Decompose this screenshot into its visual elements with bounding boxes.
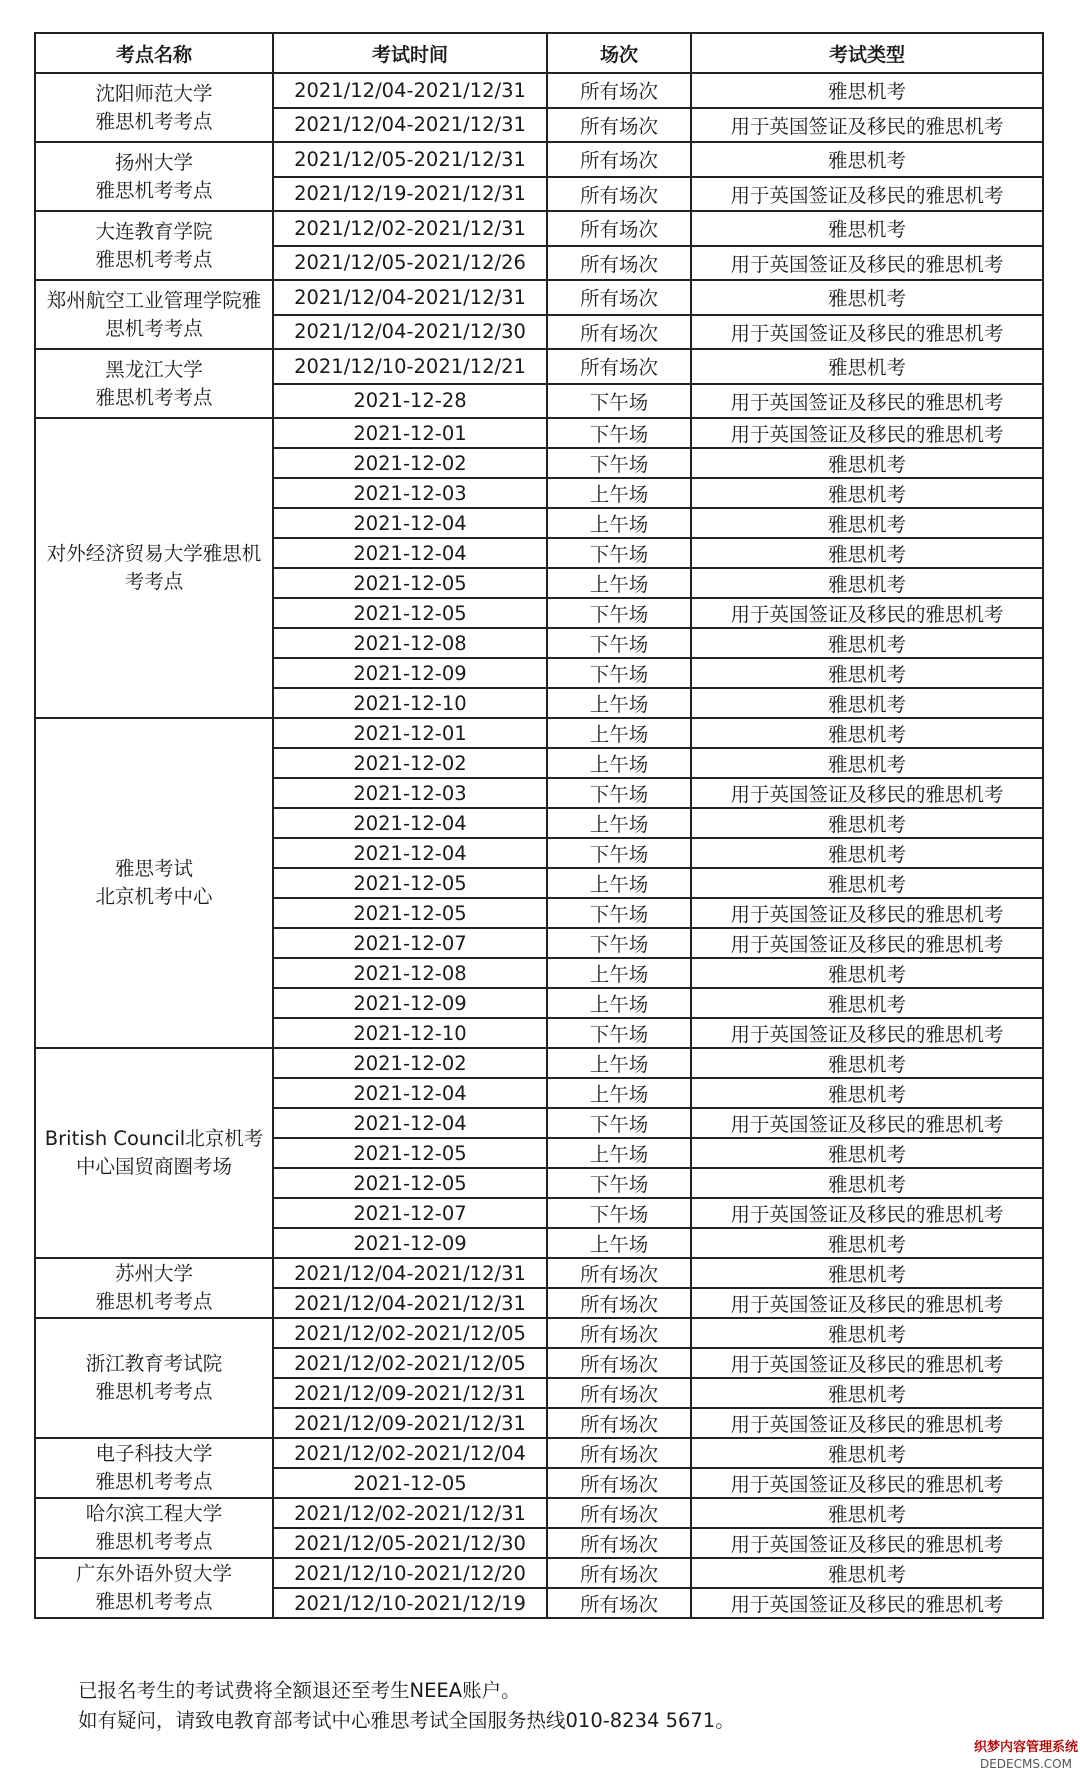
site-name-cell [35,1558,273,1618]
exam-date-cell: 2021-12-03 [273,778,547,808]
site-name-line: 广东外语外贸大学 [75,1562,232,1585]
session-cell: 上午场 [547,868,691,898]
exam-type-cell: 雅思机考 [691,1228,1043,1258]
exam-date-cell: 2021/12/10-2021/12/21 [273,349,547,384]
site-name-line: British Council北京机考 [44,1127,264,1150]
exam-date-cell: 2021/12/02-2021/12/04 [273,1438,547,1468]
exam-date-cell: 2021-12-01 [273,718,547,748]
exam-type-cell: 雅思机考 [691,1498,1043,1528]
session-cell: 下午场 [547,418,691,448]
exam-date-cell: 2021-12-07 [273,1198,547,1228]
site-name-line: 浙江教育考试院 [85,1352,223,1375]
table-row [35,142,1043,177]
header-session: 场次 [547,33,691,73]
exam-date-cell: 2021-12-08 [273,958,547,988]
hotline-note: 如有疑问，请致电教育部考试中心雅思考试全国服务热线010-8234 5671。 [78,1709,735,1732]
site-name-cell [35,280,273,349]
exam-type-cell: 用于英国签证及移民的雅思机考 [691,384,1043,419]
exam-date-cell: 2021-12-05 [273,868,547,898]
site-name-line: 对外经济贸易大学雅思机 [46,542,262,565]
exam-date-cell: 2021/12/02-2021/12/31 [273,211,547,246]
site-name-line: 沈阳师范大学 [95,81,213,105]
exam-type-cell: 雅思机考 [691,988,1043,1018]
exam-type-cell: 雅思机考 [691,1078,1043,1108]
exam-date-cell: 2021-12-09 [273,658,547,688]
exam-type-cell: 用于英国签证及移民的雅思机考 [691,1468,1043,1498]
session-cell: 所有场次 [547,280,691,315]
exam-type-cell: 雅思机考 [691,868,1043,898]
exam-type-cell: 雅思机考 [691,1318,1043,1348]
exam-type-cell: 雅思机考 [691,628,1043,658]
exam-type-cell: 用于英国签证及移民的雅思机考 [691,1108,1043,1138]
site-name-line: 雅思机考考点 [95,247,213,271]
session-cell: 下午场 [547,1018,691,1048]
table-row [35,718,1043,748]
session-cell: 所有场次 [547,1258,691,1288]
exam-date-cell: 2021/12/04-2021/12/30 [273,315,547,350]
exam-type-cell: 雅思机考 [691,748,1043,778]
exam-type-cell: 用于英国签证及移民的雅思机考 [691,928,1043,958]
session-cell: 上午场 [547,1078,691,1108]
table-row [35,280,1043,315]
exam-date-cell: 2021-12-28 [273,384,547,419]
exam-type-cell: 用于英国签证及移民的雅思机考 [691,1408,1043,1438]
site-name-line: 中心国贸商圈考场 [75,1155,232,1178]
exam-date-cell: 2021/12/19-2021/12/31 [273,177,547,212]
session-cell: 所有场次 [547,246,691,281]
exam-date-cell: 2021/12/05-2021/12/26 [273,246,547,281]
session-cell: 所有场次 [547,1588,691,1618]
site-name-line: 郑州航空工业管理学院雅 [46,288,262,312]
site-name-cell [35,1048,273,1258]
site-name-line: 黑龙江大学 [105,357,203,381]
session-cell: 上午场 [547,748,691,778]
exam-date-cell: 2021-12-09 [273,988,547,1018]
exam-type-cell: 用于英国签证及移民的雅思机考 [691,598,1043,628]
site-name-cell [35,349,273,418]
session-cell: 上午场 [547,1048,691,1078]
session-cell: 所有场次 [547,1378,691,1408]
exam-date-cell: 2021-12-05 [273,1138,547,1168]
session-cell: 所有场次 [547,142,691,177]
site-name-line: 雅思机考考点 [95,1530,213,1553]
site-name-cell [35,142,273,211]
table-row [35,1558,1043,1588]
exam-type-cell: 雅思机考 [691,1138,1043,1168]
session-cell: 上午场 [547,718,691,748]
session-cell: 下午场 [547,538,691,568]
session-cell: 下午场 [547,628,691,658]
exam-date-cell: 2021/12/10-2021/12/19 [273,1588,547,1618]
table-row [35,1498,1043,1528]
site-name-cell [35,418,273,718]
exam-date-cell: 2021-12-05 [273,1468,547,1498]
exam-type-cell: 雅思机考 [691,808,1043,838]
exam-date-cell: 2021-12-09 [273,1228,547,1258]
exam-type-cell: 雅思机考 [691,538,1043,568]
watermark-line1: 织梦内容管理系统 [973,1740,1078,1755]
exam-type-cell: 用于英国签证及移民的雅思机考 [691,1528,1043,1558]
session-cell: 上午场 [547,958,691,988]
exam-date-cell: 2021/12/02-2021/12/05 [273,1348,547,1378]
exam-type-cell: 雅思机考 [691,280,1043,315]
session-cell: 上午场 [547,508,691,538]
exam-type-cell: 用于英国签证及移民的雅思机考 [691,1288,1043,1318]
session-cell: 上午场 [547,1138,691,1168]
session-cell: 下午场 [547,1108,691,1138]
session-cell: 所有场次 [547,211,691,246]
session-cell: 上午场 [547,688,691,718]
exam-type-cell: 用于英国签证及移民的雅思机考 [691,246,1043,281]
exam-type-cell: 用于英国签证及移民的雅思机考 [691,898,1043,928]
exam-schedule-sheet [34,32,1044,1619]
site-name-line: 雅思机考考点 [95,1590,213,1613]
header-exam-date: 考试时间 [273,33,547,73]
exam-type-cell: 雅思机考 [691,838,1043,868]
site-name-line: 电子科技大学 [95,1442,213,1465]
exam-date-cell: 2021-12-05 [273,568,547,598]
exam-date-cell: 2021/12/05-2021/12/31 [273,142,547,177]
session-cell: 上午场 [547,988,691,1018]
session-cell: 下午场 [547,448,691,478]
header-site-name: 考点名称 [35,33,273,73]
exam-type-cell: 雅思机考 [691,1168,1043,1198]
site-name-cell [35,73,273,142]
exam-date-cell: 2021/12/10-2021/12/20 [273,1558,547,1588]
exam-date-cell: 2021-12-10 [273,688,547,718]
session-cell: 所有场次 [547,1498,691,1528]
exam-date-cell: 2021/12/02-2021/12/31 [273,1498,547,1528]
site-name-cell [35,1498,273,1558]
table-row [35,349,1043,384]
exam-date-cell: 2021-12-10 [273,1018,547,1048]
session-cell: 上午场 [547,1228,691,1258]
session-cell: 所有场次 [547,1318,691,1348]
session-cell: 所有场次 [547,73,691,108]
session-cell: 所有场次 [547,1348,691,1378]
session-cell: 所有场次 [547,1408,691,1438]
exam-type-cell: 雅思机考 [691,142,1043,177]
session-cell: 下午场 [547,898,691,928]
site-name-line: 思机考考点 [105,316,203,340]
exam-date-cell: 2021/12/04-2021/12/31 [273,73,547,108]
table-row [35,1048,1043,1078]
exam-type-cell: 雅思机考 [691,658,1043,688]
exam-type-cell: 雅思机考 [691,718,1043,748]
site-name-cell [35,1258,273,1318]
notes-section [78,1676,735,1736]
session-cell: 上午场 [547,568,691,598]
site-name-line: 雅思机考考点 [95,109,213,133]
exam-type-cell: 雅思机考 [691,478,1043,508]
site-name-cell [35,718,273,1048]
exam-type-cell: 用于英国签证及移民的雅思机考 [691,315,1043,350]
table-row [35,1318,1043,1348]
exam-date-cell: 2021-12-04 [273,808,547,838]
site-name-line: 雅思机考考点 [95,1380,213,1403]
table-row [35,1438,1043,1468]
exam-date-cell: 2021-12-01 [273,418,547,448]
site-name-line: 大连教育学院 [95,219,213,243]
site-name-cell [35,1318,273,1438]
site-name-line: 苏州大学 [114,1262,193,1285]
exam-date-cell: 2021-12-05 [273,598,547,628]
exam-type-cell: 雅思机考 [691,1558,1043,1588]
exam-type-cell: 雅思机考 [691,958,1043,988]
exam-type-cell: 雅思机考 [691,211,1043,246]
exam-type-cell: 用于英国签证及移民的雅思机考 [691,1198,1043,1228]
watermark-line2: DEDECMS.COM [979,1757,1072,1771]
session-cell: 所有场次 [547,1288,691,1318]
exam-date-cell: 2021-12-04 [273,538,547,568]
exam-date-cell: 2021-12-04 [273,508,547,538]
session-cell: 上午场 [547,808,691,838]
exam-type-cell: 用于英国签证及移民的雅思机考 [691,1018,1043,1048]
site-name-cell [35,1438,273,1498]
session-cell: 所有场次 [547,349,691,384]
session-cell: 下午场 [547,598,691,628]
exam-type-cell: 用于英国签证及移民的雅思机考 [691,177,1043,212]
site-name-line: 雅思机考考点 [95,178,213,202]
session-cell: 上午场 [547,478,691,508]
site-name-line: 考考点 [124,570,184,593]
exam-type-cell: 雅思机考 [691,1378,1043,1408]
exam-date-cell: 2021/12/04-2021/12/31 [273,1258,547,1288]
site-name-line: 雅思考试 [114,857,193,880]
header-exam-type: 考试类型 [691,33,1043,73]
session-cell: 所有场次 [547,1558,691,1588]
exam-type-cell: 雅思机考 [691,1048,1043,1078]
site-name-cell [35,211,273,280]
site-name-line: 雅思机考考点 [95,385,213,409]
session-cell: 所有场次 [547,315,691,350]
session-cell: 下午场 [547,928,691,958]
exam-date-cell: 2021/12/09-2021/12/31 [273,1378,547,1408]
exam-type-cell: 用于英国签证及移民的雅思机考 [691,778,1043,808]
exam-date-cell: 2021/12/04-2021/12/31 [273,1288,547,1318]
exam-date-cell: 2021/12/05-2021/12/30 [273,1528,547,1558]
table-row [35,418,1043,448]
session-cell: 所有场次 [547,1528,691,1558]
exam-type-cell: 雅思机考 [691,349,1043,384]
watermark-logo [974,1740,1078,1772]
exam-schedule-body [35,73,1043,1618]
exam-date-cell: 2021-12-04 [273,1078,547,1108]
session-cell: 下午场 [547,384,691,419]
exam-date-cell: 2021/12/02-2021/12/05 [273,1318,547,1348]
site-name-line: 北京机考中心 [95,885,213,908]
table-header-row [35,33,1043,73]
exam-date-cell: 2021/12/04-2021/12/31 [273,280,547,315]
exam-type-cell: 雅思机考 [691,1438,1043,1468]
exam-schedule-table [34,32,1044,1619]
table-row [35,73,1043,108]
exam-date-cell: 2021-12-03 [273,478,547,508]
session-cell: 下午场 [547,1198,691,1228]
exam-type-cell: 雅思机考 [691,448,1043,478]
site-name-line: 雅思机考考点 [95,1470,213,1493]
session-cell: 所有场次 [547,1468,691,1498]
exam-type-cell: 用于英国签证及移民的雅思机考 [691,1588,1043,1618]
session-cell: 所有场次 [547,177,691,212]
exam-date-cell: 2021-12-02 [273,448,547,478]
exam-type-cell: 雅思机考 [691,568,1043,598]
site-name-line: 哈尔滨工程大学 [85,1502,223,1525]
session-cell: 下午场 [547,1168,691,1198]
exam-date-cell: 2021-12-02 [273,1048,547,1078]
table-row [35,211,1043,246]
exam-type-cell: 雅思机考 [691,1258,1043,1288]
exam-date-cell: 2021/12/09-2021/12/31 [273,1408,547,1438]
exam-date-cell: 2021-12-04 [273,1108,547,1138]
exam-date-cell: 2021/12/04-2021/12/31 [273,108,547,143]
exam-type-cell: 用于英国签证及移民的雅思机考 [691,108,1043,143]
refund-note: 已报名考生的考试费将全额退还至考生NEEA账户。 [78,1679,521,1702]
session-cell: 下午场 [547,658,691,688]
exam-date-cell: 2021-12-04 [273,838,547,868]
site-name-line: 扬州大学 [114,150,193,174]
table-row [35,1258,1043,1288]
exam-date-cell: 2021-12-02 [273,748,547,778]
exam-type-cell: 雅思机考 [691,508,1043,538]
exam-date-cell: 2021-12-07 [273,928,547,958]
site-name-line: 雅思机考考点 [95,1290,213,1313]
session-cell: 所有场次 [547,108,691,143]
exam-type-cell: 雅思机考 [691,73,1043,108]
exam-date-cell: 2021-12-05 [273,898,547,928]
exam-type-cell: 雅思机考 [691,688,1043,718]
session-cell: 下午场 [547,778,691,808]
exam-type-cell: 用于英国签证及移民的雅思机考 [691,418,1043,448]
session-cell: 所有场次 [547,1438,691,1468]
exam-type-cell: 用于英国签证及移民的雅思机考 [691,1348,1043,1378]
session-cell: 下午场 [547,838,691,868]
exam-date-cell: 2021-12-05 [273,1168,547,1198]
exam-date-cell: 2021-12-08 [273,628,547,658]
